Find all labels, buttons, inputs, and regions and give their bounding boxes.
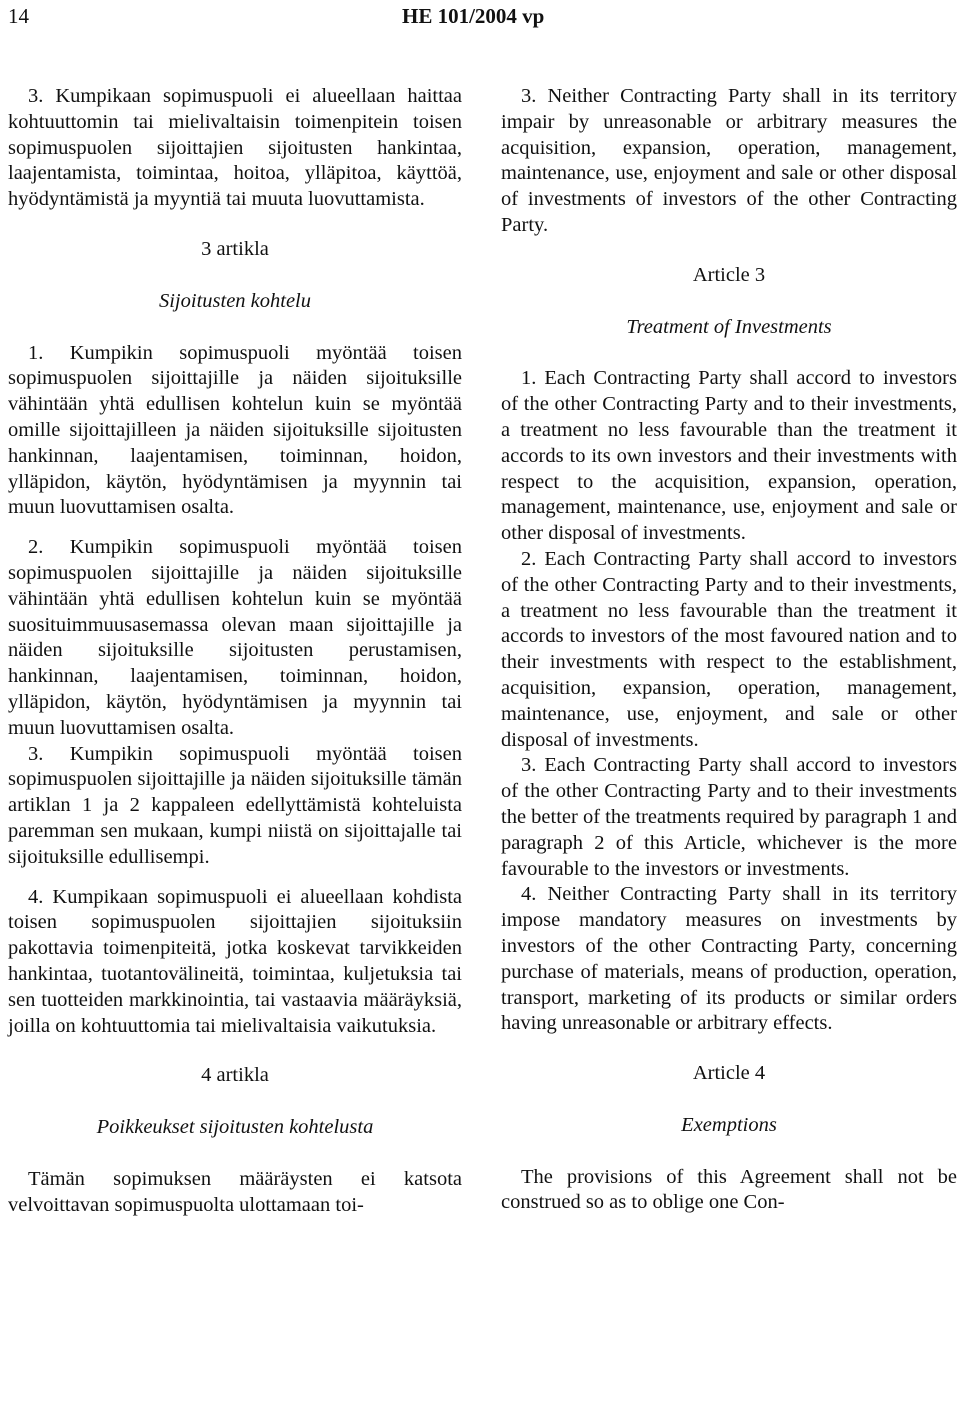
article-4-subtitle: Poikkeukset sijoitusten kohtelusta — [96, 1116, 374, 1139]
paragraph-last: Tämän sopimuksen määräysten ei katsota velvoittavan sopimuspuolta ulottamaan toi- — [8, 1167, 462, 1216]
paragraph-last: The provisions of this Agreement shall not be construed so as to oblige one Con- — [501, 1165, 957, 1214]
paragraph-1: 1. Kumpikin sopimuspuoli myöntää toisen sopimuspuolen sijoittajille ja näiden sijoituksille vähintään yhtä edullisen kohtelun kuin se myöntää omille sijoittajilleen ja näiden sijoituksille sijoitusten hankinnan, laajentamisen, toiminnan, hoidon, ylläpidon, käytön, hyödyntämisen ja myynnin tai muun luovuttamisen osalta. — [8, 341, 462, 519]
paragraph-3: 3. Each Contracting Party shall accord to investors of the other Contracting Party and to their investments the better of the treatments required by paragraph 1 and paragraph 2 of this Article, whichever is the more favourable to the investors or investments. — [501, 754, 957, 880]
article-3-subtitle: Sijoitusten kohtelu — [158, 289, 312, 312]
article-3-title: 3 artikla — [201, 237, 269, 260]
paragraph-2: 2. Each Contracting Party shall accord to investors of the other Contracting Party and to their investments, a treatment no less favourable than the treatment it accords to investors of the most favoured nation and to their investments with respect to the establishment, acquisition, expansion, operation, management, maintenance, use, enjoyment, and sale or other disposal of investments. — [501, 547, 957, 751]
paragraph-3: 3. Kumpikin sopimuspuoli myöntää toisen sopimuspuolen sijoittajille ja näiden sijoituksille tämän artiklan 1 ja 2 kappaleen edellyttämistä kohteluista paremman sen mukaan, kumpi niistä on sijoittajalle tai sijoituksille edullisempi. — [8, 742, 462, 868]
document-id: HE 101/2004 vp — [402, 4, 545, 28]
finnish-column — [8, 84, 462, 1218]
article-3-subtitle: Treatment of Investments — [626, 315, 832, 338]
page-number: 14 — [8, 4, 29, 28]
article-4-subtitle: Exemptions — [681, 1113, 777, 1136]
paragraph-4: 4. Neither Contracting Party shall in its territory impose mandatory measures on investments by investors of the other Contracting Party, concerning purchase of materials, means of production, operation, transport, marketing of its products or similar orders having unreasonable or arbitrary effects. — [501, 883, 957, 1035]
article-4-title: 4 artikla — [201, 1064, 269, 1087]
paragraph-1: 1. Each Contracting Party shall accord to investors of the other Contracting Party and to their investments, a treatment no less favourable than the treatment it accords to its own investors and their investments with respect to the acquisition, expansion, operation, management, maintenance, use, enjoyment and sale or other disposal of investments. — [501, 367, 957, 545]
page-header — [0, 0, 960, 34]
paragraph-2: 2. Kumpikin sopimuspuoli myöntää toisen sopimuspuolen sijoittajille ja näiden sijoituksille vähintään yhtä edullisen kohtelun kuin se myöntää suosituimmuusasemassa olevan maan sijoittajille ja näiden sijoituksille sijoitusten perustamisen, hankinnan, laajentamisen, toiminnan, hoidon, ylläpidon, käytön, hyödyntämisen ja myynnin tai muun luovuttamisen osalta. — [8, 536, 462, 739]
article-3-title: Article 3 — [692, 263, 766, 286]
english-column — [501, 84, 957, 1216]
paragraph-4: 4. Kumpikaan sopimuspuoli ei alueellaan kohdista toisen sopimuspuolen sijoittajien sijoituksiin pakottavia toimenpiteitä, jotka koskevat tarvikkeiden hankintaa, tuotantovälineitä, toimintaa, kuljetuksia tai sen tuotteiden markkinointia, tai vastaavia määräyksiä, joilla on kohtuuttomia tai mielivaltaisia vaikutuksia. — [8, 885, 462, 1037]
paragraph-intro: 3. Neither Contracting Party shall in its territory impair by unreasonable or arbitrary measures the acquisition, expansion, operation, management, maintenance, use, enjoyment and sale or other disposal of investments of investors of the other Contracting Party. — [501, 85, 957, 236]
paragraph-intro: 3. Kumpikaan sopimuspuoli ei alueellaan haittaa kohtuuttomin tai mielivaltaisin toimenpitein toisen sopimuspuolen sijoittajien sijoitusten hankintaa, laajentamista, toimintaa, hoitoa, ylläpitoa, käyttöä, hyödyntämistä ja myyntiä tai muuta luovuttamista. — [8, 85, 462, 211]
article-4-title: Article 4 — [692, 1062, 766, 1085]
